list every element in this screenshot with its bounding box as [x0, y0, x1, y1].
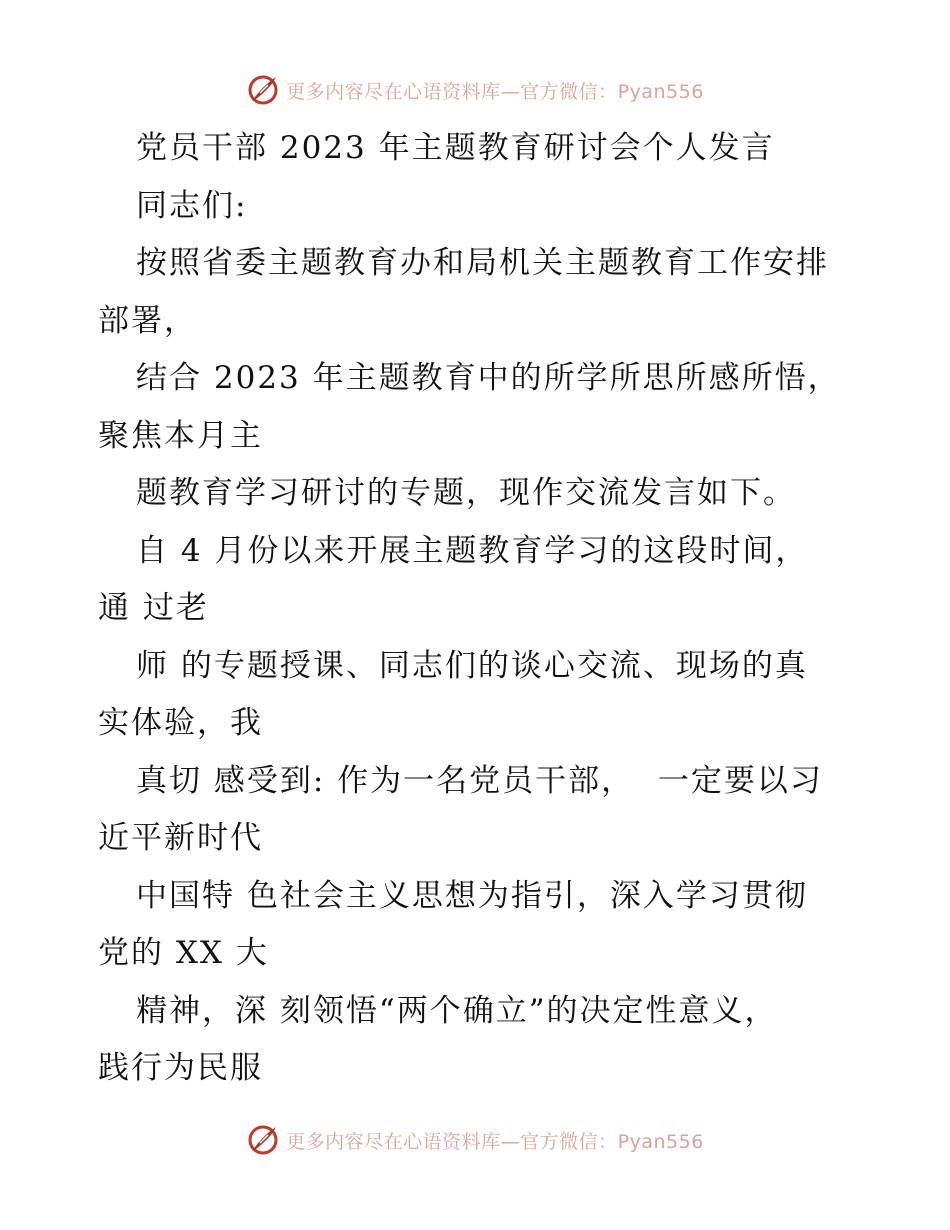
text-line: 精神，深 刻领悟“两个确立”的决定性意义，	[136, 992, 778, 1029]
text-line: 通 过老	[98, 590, 209, 626]
text-line: 同志们:	[136, 187, 248, 224]
text-line: 党的 XX 大	[98, 935, 269, 971]
text-line: 真切 感受到: 作为一名党员干部， 一定要以习	[136, 762, 823, 799]
watermark-bottom	[0, 1120, 950, 1160]
text-line: 中国特 色社会主义思想为指引，深入学习贯彻	[136, 877, 808, 914]
quill-logo-icon	[246, 1123, 280, 1157]
text-line: 实体验，我	[98, 705, 263, 741]
text-line: 题教育学习研讨的专题，现作交流发言如下。	[136, 475, 796, 511]
text-line: 部署，	[98, 302, 197, 339]
text-line: 践行为民服	[98, 1050, 263, 1086]
text-line: 聚焦本月主	[98, 417, 263, 454]
watermark-text: 更多内容尽在心语资料库—官方微信：Pyan556	[286, 1130, 704, 1153]
text-line: 师 的专题授课、同志们的谈心交流、现场的真	[136, 647, 808, 684]
text-line: 结合 2023 年主题教育中的所学所思所感所悟，	[136, 360, 841, 396]
watermark-text: 更多内容尽在心语资料库—官方微信：Pyan556	[286, 80, 704, 103]
watermark-top	[0, 70, 950, 110]
quill-logo-icon	[246, 73, 280, 107]
text-line: 近平新时代	[98, 820, 263, 856]
text-line: 按照省委主题教育办和局机关主题教育工作安排	[136, 245, 829, 281]
document-body	[98, 120, 858, 1098]
text-line: 党员干部 2023 年主题教育研讨会个人发言	[136, 130, 775, 166]
text-line: 自 4 月份以来开展主题教育学习的这段时间，	[136, 532, 809, 569]
